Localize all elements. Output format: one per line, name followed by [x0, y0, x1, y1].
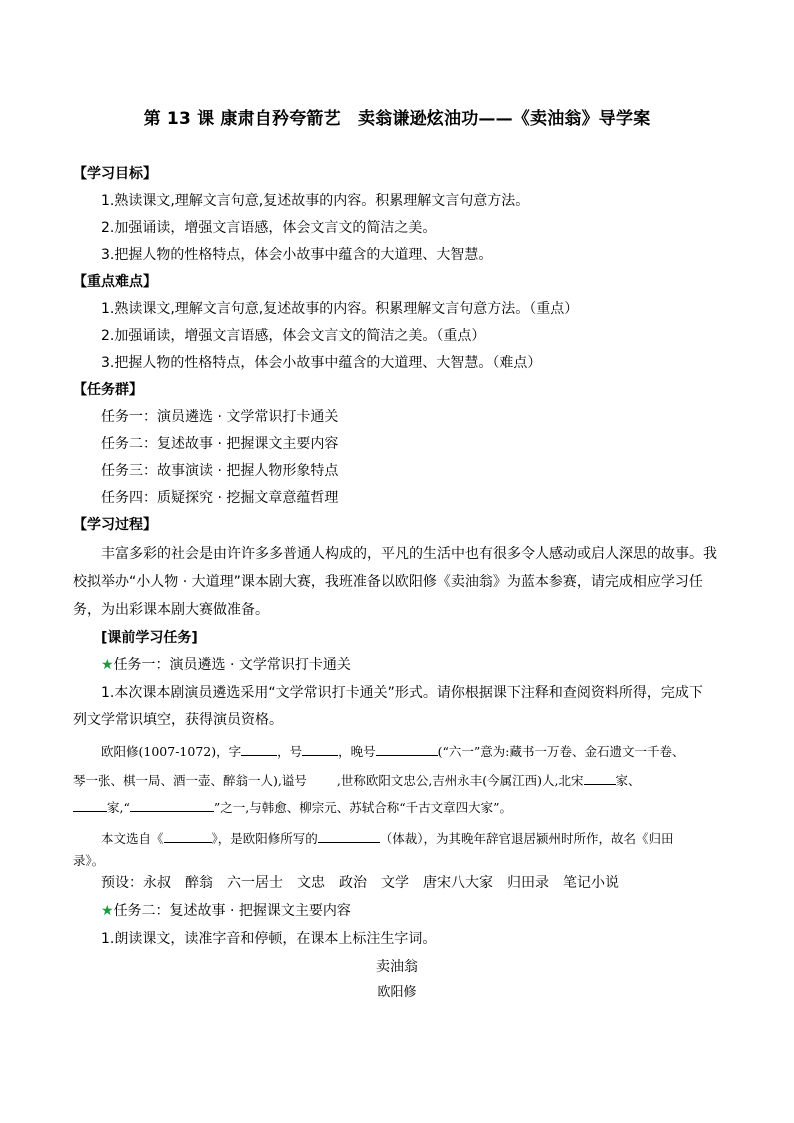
fill-blank[interactable]: [318, 828, 380, 843]
fill-blank[interactable]: [73, 797, 107, 812]
text-author: 欧阳修: [377, 985, 417, 1000]
source-text: 本文选自《: [101, 831, 164, 846]
intro-paragraph-line: 丰富多彩的社会是由许许多多普通人构成的，平凡的生活中也有很多令人感动或启人深思的故事。我: [101, 546, 717, 562]
fill-text: 欧阳修(1007-1072)，字: [101, 744, 242, 759]
fill-blank[interactable]: [241, 741, 277, 756]
task-list-item: 任务二：复述故事 · 把握课文主要内容: [101, 436, 339, 452]
fill-blank[interactable]: [164, 828, 212, 843]
star-icon: ★: [101, 657, 114, 673]
intro-paragraph-line: 务，为出彩课本剧大赛做准备。: [73, 602, 269, 618]
fill-text: ，号: [277, 744, 303, 759]
keypoint-item: 3.把握人物的性格特点，体会小故事中蕴含的大道理、大智慧。（难点）: [101, 355, 542, 371]
pre-class-heading: [课前学习任务]: [101, 630, 198, 646]
fill-line: [101, 741, 685, 761]
process-heading: 【学习过程】: [73, 517, 157, 533]
task-list-item: 任务一：演员遴选 · 文学常识打卡通关: [101, 409, 339, 425]
keypoints-heading: 【重点难点】: [73, 274, 157, 290]
task-list-item: 任务四：质疑探究 · 挖掘文章意蕴哲理: [101, 490, 339, 506]
fill-text: (“六一”意为:藏书一万卷、金石遗文一千卷、: [437, 744, 685, 759]
fill-text: ，晚号: [338, 744, 376, 759]
star-icon: ★: [101, 903, 114, 919]
fill-line: [73, 770, 641, 790]
task1-instruction-line: 1.本次课本剧演员遴选采用“文学常识打卡通关”形式。请你根据课下注释和查阅资料所得，完成下: [101, 685, 703, 701]
goal-item: 3.把握人物的性格特点，体会小故事中蕴含的大道理、大智慧。: [101, 247, 493, 263]
task1-instruction-line: 列文学常识填空，获得演员资格。: [73, 712, 283, 728]
intro-paragraph-line: 校拟举办“小人物 · 大道理”课本剧大赛，我班准备以欧阳修《卖油翁》为蓝本参赛，请完成相应学习任: [73, 574, 703, 590]
task1-heading: [101, 656, 351, 674]
fill-blank[interactable]: [130, 797, 214, 812]
fill-text: 家、: [615, 773, 641, 788]
source-line: 录》。: [73, 853, 105, 868]
task1-label: 任务一：演员遴选 · 文学常识打卡通关: [113, 657, 351, 673]
keypoint-item: 1.熟读课文,理解文言句意,复述故事的内容。积累理解文言句意方法。（重点）: [101, 301, 579, 317]
preset-answers: 预设：永叔 醉翁 六一居士 文忠 政治 文学 唐宋八大家 归田录 笔记小说: [101, 875, 619, 891]
task2-heading: [101, 902, 351, 920]
fill-line: [73, 797, 512, 817]
tasks-heading: 【任务群】: [73, 382, 143, 398]
goals-heading: 【学习目标】: [73, 166, 157, 182]
task2-instruction: 1.朗读课文，读准字音和停顿，在课本上标注生字词。: [101, 931, 437, 947]
fill-text: 琴一张、棋一局、酒一壶、醉翁一人),谥号: [73, 773, 307, 788]
task2-label: 任务二：复述故事 · 把握课文主要内容: [113, 903, 351, 919]
fill-text: 家,“: [107, 800, 130, 815]
fill-blank[interactable]: [376, 741, 438, 756]
page-title: 第 13 课 康肃自矜夸箭艺 卖翁谦逊炫油功——《卖油翁》导学案: [143, 109, 651, 129]
source-text: （体裁），为其晚年辞官退居颍州时所作，故名《归田: [379, 831, 674, 846]
fill-blank[interactable]: [584, 770, 616, 785]
goal-item: 2.加强诵读，增强文言语感，体会文言文的简洁之美。: [101, 220, 437, 236]
goal-item: 1.熟读课文,理解文言句意,复述故事的内容。积累理解文言句意方法。: [101, 193, 530, 209]
source-text: 》，是欧阳修所写的: [211, 831, 318, 846]
task-list-item: 任务三：故事演读 · 把握人物形象特点: [101, 463, 339, 479]
fill-text: ”之一,与韩愈、柳宗元、苏轼合称“千古文章四大家”。: [213, 800, 513, 815]
source-line: [101, 828, 674, 848]
fill-blank[interactable]: [302, 741, 338, 756]
fill-text: ,世称欧阳文忠公,吉州永丰(今属江西)人,北宋: [336, 773, 584, 788]
text-title: 卖油翁: [376, 959, 418, 975]
keypoint-item: 2.加强诵读，增强文言语感，体会文言文的简洁之美。（重点）: [101, 328, 486, 344]
